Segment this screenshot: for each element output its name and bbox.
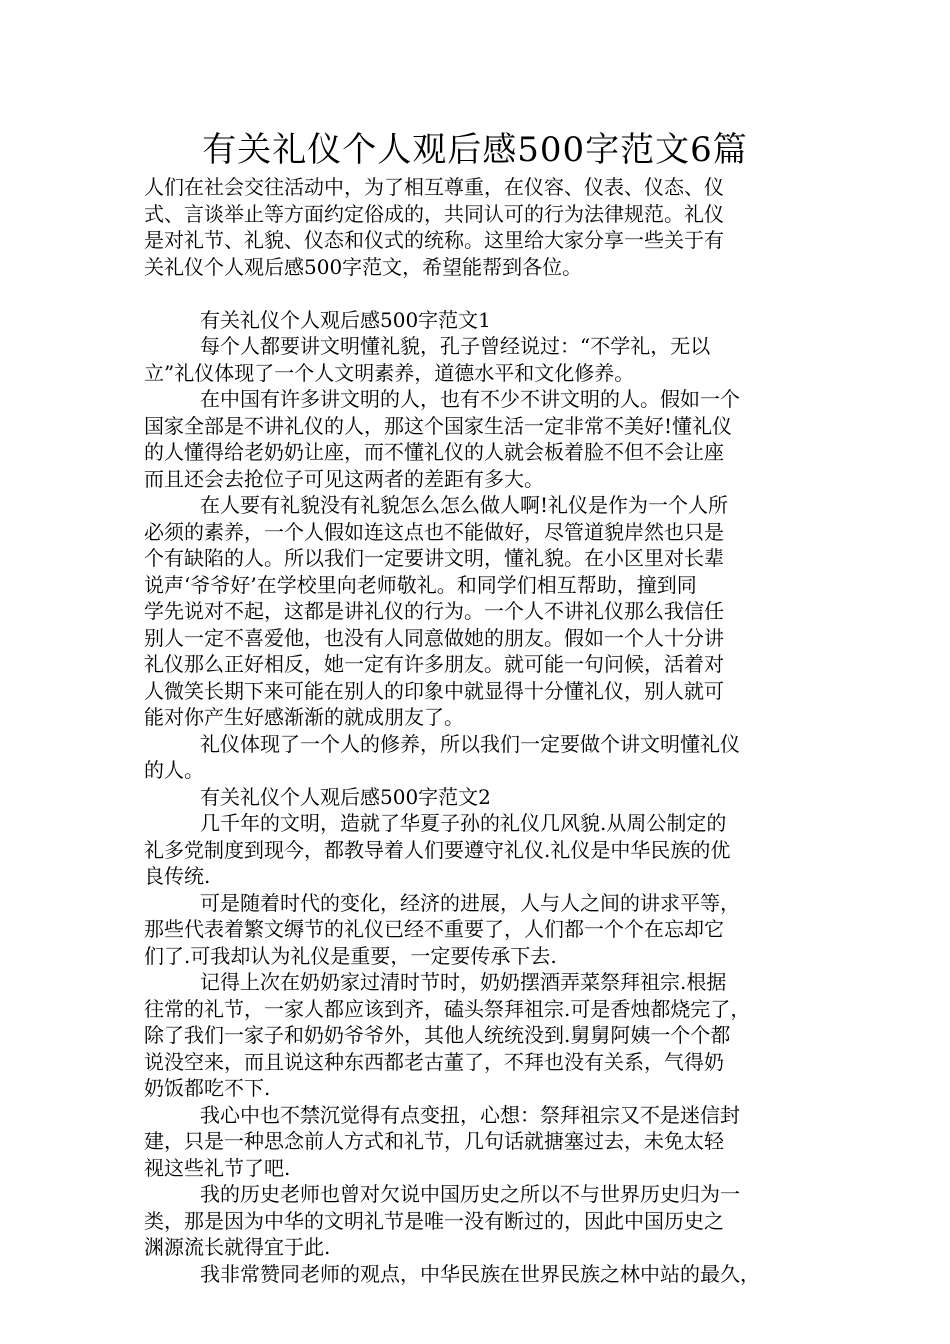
document-title: 有关礼仪个人观后感500字范文6篇	[202, 130, 748, 170]
text-line: 们了.可我却认为礼仪是重要，一定要传承下去.	[144, 943, 557, 968]
text-line: 那些代表着繁文缛节的礼仪已经不重要了，人们都一个个在忘却它	[144, 917, 724, 941]
text-line: 人们在社会交往活动中，为了相互尊重，在仪容、仪表、仪态、仪	[144, 175, 724, 199]
text-line: 的人。	[144, 758, 204, 782]
text-line: 几千年的文明，造就了华夏子孙的礼仪几风貌.从周公制定的	[200, 811, 727, 835]
text-line: 是对礼节、礼貌、仪态和仪式的统称。这里给大家分享一些关于有	[144, 228, 724, 252]
text-line: 可是随着时代的变化，经济的进展，人与人之间的讲求平等，	[200, 890, 740, 915]
text-line: 记得上次在奶奶家过清时节时，奶奶摆酒弄菜祭拜祖宗.根据	[200, 970, 727, 994]
text-line: 有关礼仪个人观后感500字范文1	[200, 307, 491, 332]
text-line: 往常的礼节，一家人都应该到齐，磕头祭拜祖宗.可是香烛都烧完了，	[144, 996, 751, 1021]
document-body	[144, 174, 814, 1287]
text-line: 而且还会去抢位子可见这两者的差距有多大。	[144, 466, 544, 491]
text-line: 必须的素养，一个人假如连这点也不能做好，尽管道貌岸然也只是	[144, 519, 724, 544]
text-line: 说声‘爷爷好’在学校里向老师敬礼。和同学们相互帮助，撞到同	[144, 572, 697, 597]
text-line: 国家全部是不讲礼仪的人，那这个国家生活一定非常不美好!懂礼仪	[144, 413, 733, 438]
text-line: 式、言谈举止等方面约定俗成的，共同认可的行为法律规范。礼仪	[144, 201, 724, 226]
text-line: 我心中也不禁沉觉得有点变扭，心想：祭拜祖宗又不是迷信封	[200, 1102, 740, 1127]
text-line: 关礼仪个人观后感500字范文，希望能帮到各位。	[144, 254, 583, 279]
text-line: 礼仪体现了一个人的修养，所以我们一定要做个讲文明懂礼仪	[200, 731, 740, 756]
text-line: 礼仪那么正好相反，她一定有许多朋友。就可能一句问候，活着对	[144, 652, 724, 676]
text-line: 除了我们一家子和奶奶爷爷外，其他人统统没到.舅舅阿姨一个个都	[144, 1023, 731, 1047]
text-line: 人微笑长期下来可能在别人的印象中就显得十分懂礼仪，别人就可	[144, 678, 724, 703]
text-line: 的人懂得给老奶奶让座，而不懂礼仪的人就会板着脸不但不会让座	[144, 440, 724, 464]
text-line: 每个人都要讲文明懂礼貌，孔子曾经说过：“不学礼，无以	[200, 334, 711, 358]
text-line: 礼多党制度到现今，都教导着人们要遵守礼仪.礼仪是中华民族的优	[144, 837, 731, 862]
text-line: 立”礼仪体现了一个人文明素养，道德水平和文化修养。	[144, 360, 635, 385]
text-line: 学先说对不起，这都是讲礼仪的行为。一个人不讲礼仪那么我信任	[144, 599, 724, 623]
text-line: 别人一定不喜爱他，也没有人同意做她的朋友。假如一个人十分讲	[144, 625, 724, 650]
text-line: 类，那是因为中华的文明礼节是唯一没有断过的，因此中国历史之	[144, 1208, 724, 1233]
text-line: 视这些礼节了吧.	[144, 1155, 291, 1180]
text-line: 良传统.	[144, 864, 211, 888]
text-line: 在人要有礼貌没有礼貌怎么怎么做人啊!礼仪是作为一个人所	[200, 493, 729, 517]
text-line: 能对你产生好感渐渐的就成朋友了。	[144, 705, 464, 729]
text-line: 奶饭都吃不下.	[144, 1076, 271, 1100]
text-line: 在中国有许多讲文明的人，也有不少不讲文明的人。假如一个	[200, 387, 740, 411]
text-line: 说没空来，而且说这种东西都老古董了，不拜也没有关系，气得奶	[144, 1049, 724, 1074]
text-line: 有关礼仪个人观后感500字范文2	[200, 784, 491, 809]
text-line: 建，只是一种思念前人方式和礼节，几句话就搪塞过去，未免太轻	[144, 1129, 724, 1153]
text-line: 我的历史老师也曾对欠说中国历史之所以不与世界历史归为一	[200, 1182, 740, 1206]
text-line: 我非常赞同老师的观点，中华民族在世界民族之林中站的最久，	[200, 1261, 760, 1286]
blank-line	[144, 280, 814, 307]
text-line: 渊源流长就得宜于此.	[144, 1235, 331, 1259]
text-line: 个有缺陷的人。所以我们一定要讲文明，懂礼貌。在小区里对长辈	[144, 546, 724, 570]
